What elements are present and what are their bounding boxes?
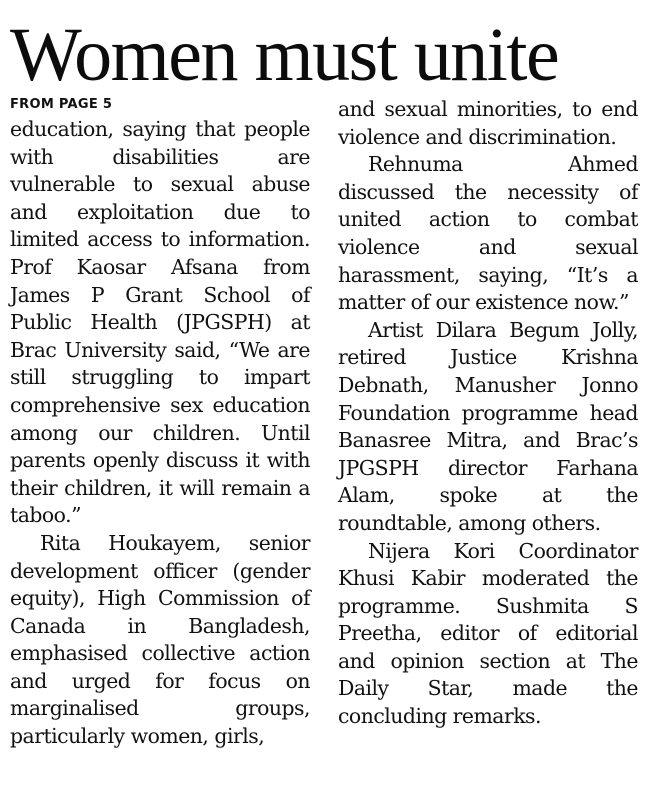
article-paragraph: Rita Houkayem, senior development officer (gender equity), High Commission of Canada in Bangladesh, emphasised collective action and urged for focus on marginalised groups, particularly women, girls, [10,530,310,749]
article-paragraph: and sexual minorities, to end violence and discrimination. [338,97,638,149]
continuation-kicker: FROM PAGE 5 [10,97,113,112]
article-paragraph: education, saying that people with disabilities are vulnerable to sexual abuse and exploitation due to limited access to information. Prof Kaosar Afsana from James P Grant School of Public Health (JPGSPH) at Brac University said, “We are still struggling to impart comprehensive sex education among our children. Until parents openly discuss it with their children, it will remain a taboo.” [10,117,310,528]
column-divider [324,100,325,790]
headline: Women must unite [10,13,559,97]
article-paragraph: Nijera Kori Coordinator Khusi Kabir moderated the programme. Sushmita S Preetha, editor of editorial and opinion section at The Daily Star, made the concluding remarks. [338,538,638,729]
article-paragraph: Rehnuma Ahmed discussed the necessity of united action to combat violence and sexual harassment, saying, “It’s a matter of our existence now.” [338,152,638,315]
article-paragraph: Artist Dilara Begum Jolly, retired Justice Krishna Debnath, Manusher Jonno Foundation programme head Banasree Mitra, and Brac’s JPGSPH director Farhana Alam, spoke at the roundtable, among others. [338,317,638,535]
article-column-left [10,96,310,751]
article-column-right [338,96,638,731]
